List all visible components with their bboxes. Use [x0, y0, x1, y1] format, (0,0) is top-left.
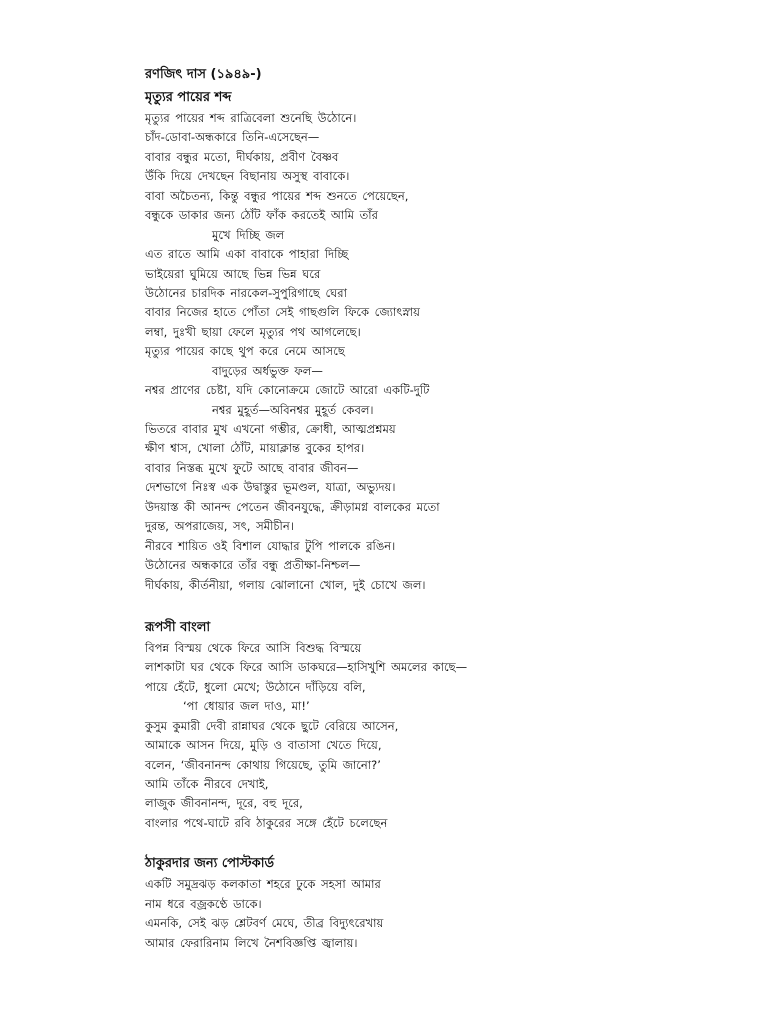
poem-mrityur-payer-shabda	[145, 87, 745, 595]
poem-line: লাশকাটা ঘর থেকে ফিরে আসি ডাকঘরে—হাসিখুশি অমলের কাছে—	[145, 660, 468, 675]
poem-line-indented: বাদুড়ের অর্ধভুক্ত ফল—	[212, 363, 323, 378]
poem-line: মৃত্যুর পায়ের শব্দ রাত্রিবেলা শুনেছি উঠোনে।	[145, 111, 357, 125]
poem-line: বাবা অচৈতন্য, কিন্তু বন্ধুর পায়ের শব্দ শুনতে পেয়েছেন,	[145, 188, 409, 203]
poem-line: বাবার নিজের হাতে পোঁতা সেই গাছগুলি ফিকে জ্যোৎস্নায়	[145, 305, 420, 320]
poem-line: বলেন, ‘জীবনানন্দ কোথায় গিয়েছে, তুমি জানো?’	[145, 757, 381, 772]
poem-title: ঠাকুরদার জন্য পোস্টকার্ড	[145, 856, 275, 872]
poem-line: নশ্বর প্রাণের চেষ্টা, যদি কোনোক্রমে জোটে আরো একটি-দুটি	[145, 383, 430, 398]
poem-line: আমাকে আসন দিয়ে, মুড়ি ও বাতাসা খেতে দিয়ে,	[145, 738, 382, 753]
poem-line: উঁকি দিয়ে দেখছেন বিছানায় অসুস্থ বাবাকে।	[145, 169, 350, 184]
poem-line: বাবার নিস্তব্ধ মুখে ফুটে আছে বাবার জীবন—	[145, 460, 359, 475]
poem-rupasi-bangla	[145, 617, 745, 833]
poem-line: আমি তাঁকে নীরবে দেখাই,	[145, 777, 269, 791]
poem-line: মৃত্যুর পায়ের কাছে থুপ করে নেমে আসছে	[145, 344, 345, 359]
poem-title: রূপসী বাংলা	[145, 619, 211, 635]
poem-line: লাজুক জীবনানন্দ, দূরে, বহু দূরে,	[145, 796, 303, 811]
poem-line-indented: মুখে দিচ্ছি জল	[212, 227, 285, 242]
poem-line: বন্ধুকে ডাকার জন্য ঠোঁট ফাঁক করতেই আমি তাঁর	[145, 208, 378, 223]
poem-line: পায়ে হেঁটে, ধুলো মেখে; উঠোনে দাঁড়িয়ে বলি,	[145, 679, 366, 694]
poem-line: নাম ধরে বজ্রকণ্ঠে ডাকে।	[145, 896, 262, 911]
poem-thakurdar-jonyo-postcard	[145, 853, 745, 953]
poem-line: দুরন্ত, অপরাজেয়, সৎ, সমীচীন।	[145, 519, 294, 534]
poem-line: একটি সমুদ্রঝড় কলকাতা শহরে ঢুকে সহসা আমার	[145, 877, 381, 892]
poem-line: কুসুম কুমারী দেবী রান্নাঘর থেকে ছুটে বেরিয়ে আসেন,	[145, 718, 399, 733]
poem-line-indented: নশ্বর মুহূর্ত—অবিনশ্বর মুহূর্ত কেবল।	[212, 402, 374, 417]
poem-line: উঠোনের চারদিক নারকেল-সুপুরিগাছে ঘেরা	[145, 285, 347, 300]
poem-line: এত রাতে আমি একা বাবাকে পাহারা দিচ্ছি	[145, 247, 349, 262]
poem-line: নীরবে শায়িত ওই বিশাল যোদ্ধার টুপি পালকে রঙিন।	[145, 538, 396, 553]
document-page	[145, 62, 745, 953]
poem-line: ক্ষীণ শ্বাস, খোলা ঠোঁট, মায়াক্লান্ত বুকের হাপর।	[145, 441, 365, 456]
poem-line: বাবার বন্ধুর মতো, দীর্ঘকায়, প্রবীণ বৈষ্ণব	[145, 149, 339, 164]
poem-line: আমার ফেরারিনাম লিখে নৈশবিজ্ঞপ্তি জ্বালায়।	[145, 935, 358, 950]
poem-line: দীর্ঘকায়, কীর্তনীয়া, গলায় ঝোলানো খোল, দুই চোখে জল।	[145, 577, 426, 592]
poem-line: ভিতরে বাবার মুখ এখনো গম্ভীর, ক্রোধী, আত্মপ্রশ্নময়	[145, 422, 396, 436]
poem-line: বিপন্ন বিস্ময় থেকে ফিরে আসি বিশুদ্ধ বিস্ময়ে	[145, 640, 362, 655]
author-heading: রণজিৎ দাস (১৯৪৯-)	[145, 67, 262, 82]
poem-line: এমনকি, সেই ঝড় শ্লেটবর্ণ মেঘে, তীব্র বিদ্যুৎরেখায়	[145, 916, 384, 931]
poem-line-indented: ‘পা ধোয়ার জল দাও, মা!’	[183, 699, 310, 714]
poem-line: চাঁদ-ডোবা-অন্ধকারে তিনি-এসেছেন—	[145, 130, 320, 145]
poem-line: বাংলার পথে-ঘাটে রবি ঠাকুরের সঙ্গে হেঁটে চলেছেন	[145, 815, 388, 830]
poem-title: মৃত্যুর পায়ের শব্দ	[145, 90, 232, 105]
poem-line: উদয়াস্ত কী আনন্দ পেতেন জীবনযুদ্ধে, ক্রীড়ামগ্ন বালকের মতো	[145, 499, 440, 514]
poem-line: লম্বা, দুঃখী ছায়া ফেলে মৃত্যুর পথ আগলেছে।	[145, 324, 361, 339]
poem-line: ভাইয়েরা ঘুমিয়ে আছে ভিন্ন ভিন্ন ঘরে	[145, 266, 321, 281]
poem-line: দেশভাগে নিঃস্ব এক উদ্বাস্তুর ভূমণ্ডল, যাত্রা, অভ্যুদয়।	[145, 480, 396, 495]
poem-line: উঠোনের অন্ধকারে তাঁর বন্ধু প্রতীক্ষা-নিশ্চল—	[145, 558, 361, 573]
